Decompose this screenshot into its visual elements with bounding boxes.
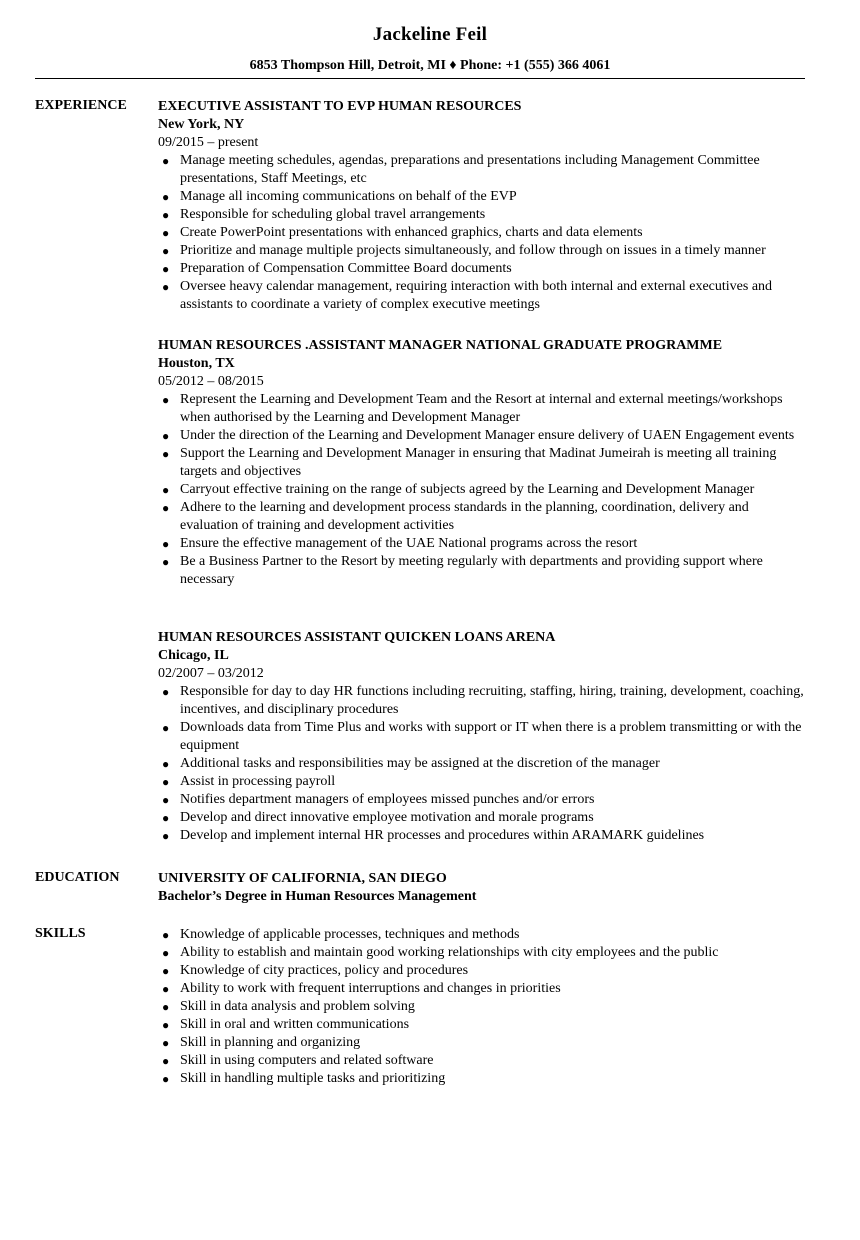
job-dates: 05/2012 – 08/2015 <box>158 374 264 389</box>
job-dates: 02/2007 – 03/2012 <box>158 666 264 681</box>
bullet-icon: ● <box>162 1036 170 1050</box>
list-item <box>158 755 808 773</box>
list-item <box>158 1034 808 1052</box>
list-item <box>158 206 808 224</box>
bullet-text: Manage all incoming communications on behalf of the EVP <box>180 189 517 204</box>
list-item <box>158 152 808 188</box>
bullet-icon: ● <box>162 685 170 699</box>
bullet-icon: ● <box>162 1072 170 1086</box>
job-entry <box>158 337 808 589</box>
job-bullet-list <box>158 391 808 589</box>
bullet-text: Be a Business Partner to the Resort by meeting regularly with departments and providing support where necessary <box>180 554 763 587</box>
bullet-text: Prioritize and manage multiple projects simultaneously, and follow through on issues in a timely manner <box>180 243 766 258</box>
job-location: New York, NY <box>158 117 245 132</box>
bullet-icon: ● <box>162 244 170 258</box>
contact-info: 6853 Thompson Hill, Detroit, MI ♦ Phone: +1 (555) 366 4061 <box>249 58 611 73</box>
bullet-icon: ● <box>162 793 170 807</box>
list-item <box>158 553 808 589</box>
education-entry <box>158 870 808 906</box>
bullet-icon: ● <box>162 208 170 222</box>
bullet-icon: ● <box>162 757 170 771</box>
job-location: Houston, TX <box>158 356 235 371</box>
bullet-icon: ● <box>162 537 170 551</box>
job-dates: 09/2015 – present <box>158 135 259 150</box>
bullet-icon: ● <box>162 964 170 978</box>
list-item <box>158 224 808 242</box>
bullet-icon: ● <box>162 429 170 443</box>
bullet-text: Assist in processing payroll <box>180 774 336 789</box>
skills-heading: SKILLS <box>35 926 86 941</box>
bullet-text: Downloads data from Time Plus and works with support or IT when there is a problem transmitting or with the equipment <box>180 720 802 753</box>
bullet-icon: ● <box>162 928 170 942</box>
skill-text: Skill in handling multiple tasks and prioritizing <box>180 1071 446 1086</box>
bullet-text: Under the direction of the Learning and Development Manager ensure delivery of UAEN Engagement events <box>180 428 795 443</box>
bullet-text: Develop and implement internal HR processes and procedures within ARAMARK guidelines <box>180 828 705 843</box>
skills-list <box>158 926 808 1088</box>
list-item <box>158 1052 808 1070</box>
list-item <box>158 481 808 499</box>
job-title: HUMAN RESOURCES .ASSISTANT MANAGER NATIONAL GRADUATE PROGRAMME <box>158 338 723 353</box>
bullet-text: Develop and direct innovative employee motivation and morale programs <box>180 810 594 825</box>
job-entry <box>158 629 808 845</box>
list-item <box>158 998 808 1016</box>
skill-text: Skill in oral and written communications <box>180 1017 410 1032</box>
bullet-icon: ● <box>162 501 170 515</box>
job-bullet-list <box>158 152 808 314</box>
list-item <box>158 535 808 553</box>
list-item <box>158 980 808 998</box>
bullet-icon: ● <box>162 393 170 407</box>
bullet-text: Notifies department managers of employees missed punches and/or errors <box>180 792 595 807</box>
bullet-icon: ● <box>162 262 170 276</box>
list-item <box>158 445 808 481</box>
bullet-icon: ● <box>162 775 170 789</box>
school-name: UNIVERSITY OF CALIFORNIA, SAN DIEGO <box>158 871 447 886</box>
list-item <box>158 188 808 206</box>
job-entry <box>158 98 808 314</box>
bullet-text: Additional tasks and responsibilities may be assigned at the discretion of the manager <box>180 756 660 771</box>
bullet-text: Oversee heavy calendar management, requiring interaction with both internal and external executives and assistants to coordinate a variety of complex executive meetings <box>180 279 773 312</box>
education-heading: EDUCATION <box>35 870 120 885</box>
bullet-text: Preparation of Compensation Committee Board documents <box>180 261 512 276</box>
bullet-icon: ● <box>162 555 170 569</box>
bullet-text: Create PowerPoint presentations with enhanced graphics, charts and data elements <box>180 225 643 240</box>
skill-text: Skill in data analysis and problem solving <box>180 999 415 1014</box>
job-title: EXECUTIVE ASSISTANT TO EVP HUMAN RESOURCES <box>158 99 522 114</box>
skill-text: Skill in planning and organizing <box>180 1035 361 1050</box>
list-item <box>158 242 808 260</box>
list-item <box>158 827 808 845</box>
experience-heading: EXPERIENCE <box>35 98 127 113</box>
list-item <box>158 683 808 719</box>
list-item <box>158 499 808 535</box>
job-title: HUMAN RESOURCES ASSISTANT QUICKEN LOANS ARENA <box>158 630 556 645</box>
bullet-icon: ● <box>162 811 170 825</box>
list-item <box>158 962 808 980</box>
list-item <box>158 719 808 755</box>
bullet-icon: ● <box>162 483 170 497</box>
list-item <box>158 260 808 278</box>
list-item <box>158 427 808 445</box>
list-item <box>158 791 808 809</box>
skill-text: Knowledge of applicable processes, techniques and methods <box>180 927 520 942</box>
bullet-text: Ensure the effective management of the UAE National programs across the resort <box>180 536 638 551</box>
skill-text: Knowledge of city practices, policy and procedures <box>180 963 469 978</box>
bullet-icon: ● <box>162 154 170 168</box>
list-item <box>158 1016 808 1034</box>
bullet-icon: ● <box>162 1000 170 1014</box>
bullet-text: Support the Learning and Development Manager in ensuring that Madinat Jumeirah is meeting all training targets and objectives <box>180 446 777 479</box>
skills-entry <box>158 926 808 1088</box>
list-item <box>158 1070 808 1088</box>
bullet-icon: ● <box>162 1018 170 1032</box>
bullet-text: Manage meeting schedules, agendas, preparations and presentations including Management Committee presentations, Staff Meetings, etc <box>180 153 760 186</box>
degree-name: Bachelor’s Degree in Human Resources Management <box>158 889 477 904</box>
skill-text: Ability to work with frequent interruptions and changes in priorities <box>180 981 561 996</box>
skill-text: Ability to establish and maintain good working relationships with city employees and the public <box>180 945 719 960</box>
bullet-text: Represent the Learning and Development Team and the Resort at internal and external meetings/workshops when authorised by the Learning and Development Manager <box>180 392 783 425</box>
bullet-text: Responsible for scheduling global travel arrangements <box>180 207 486 222</box>
list-item <box>158 809 808 827</box>
bullet-icon: ● <box>162 829 170 843</box>
bullet-icon: ● <box>162 226 170 240</box>
bullet-icon: ● <box>162 447 170 461</box>
bullet-icon: ● <box>162 721 170 735</box>
bullet-icon: ● <box>162 982 170 996</box>
candidate-name: Jackeline Feil <box>372 24 488 45</box>
skill-text: Skill in using computers and related software <box>180 1053 434 1068</box>
bullet-text: Carryout effective training on the range of subjects agreed by the Learning and Development Manager <box>180 482 755 497</box>
list-item <box>158 926 808 944</box>
bullet-icon: ● <box>162 280 170 294</box>
list-item <box>158 944 808 962</box>
job-bullet-list <box>158 683 808 845</box>
bullet-text: Responsible for day to day HR functions including recruiting, staffing, hiring, training, development, coaching, incentives, and disciplinary procedures <box>180 684 804 717</box>
header-divider <box>35 78 805 79</box>
list-item <box>158 391 808 427</box>
job-location: Chicago, IL <box>158 648 229 663</box>
bullet-icon: ● <box>162 946 170 960</box>
list-item <box>158 773 808 791</box>
bullet-text: Adhere to the learning and development process standards in the planning, coordination, delivery and evaluation of training and development activities <box>180 500 749 533</box>
bullet-icon: ● <box>162 190 170 204</box>
list-item <box>158 278 808 314</box>
bullet-icon: ● <box>162 1054 170 1068</box>
